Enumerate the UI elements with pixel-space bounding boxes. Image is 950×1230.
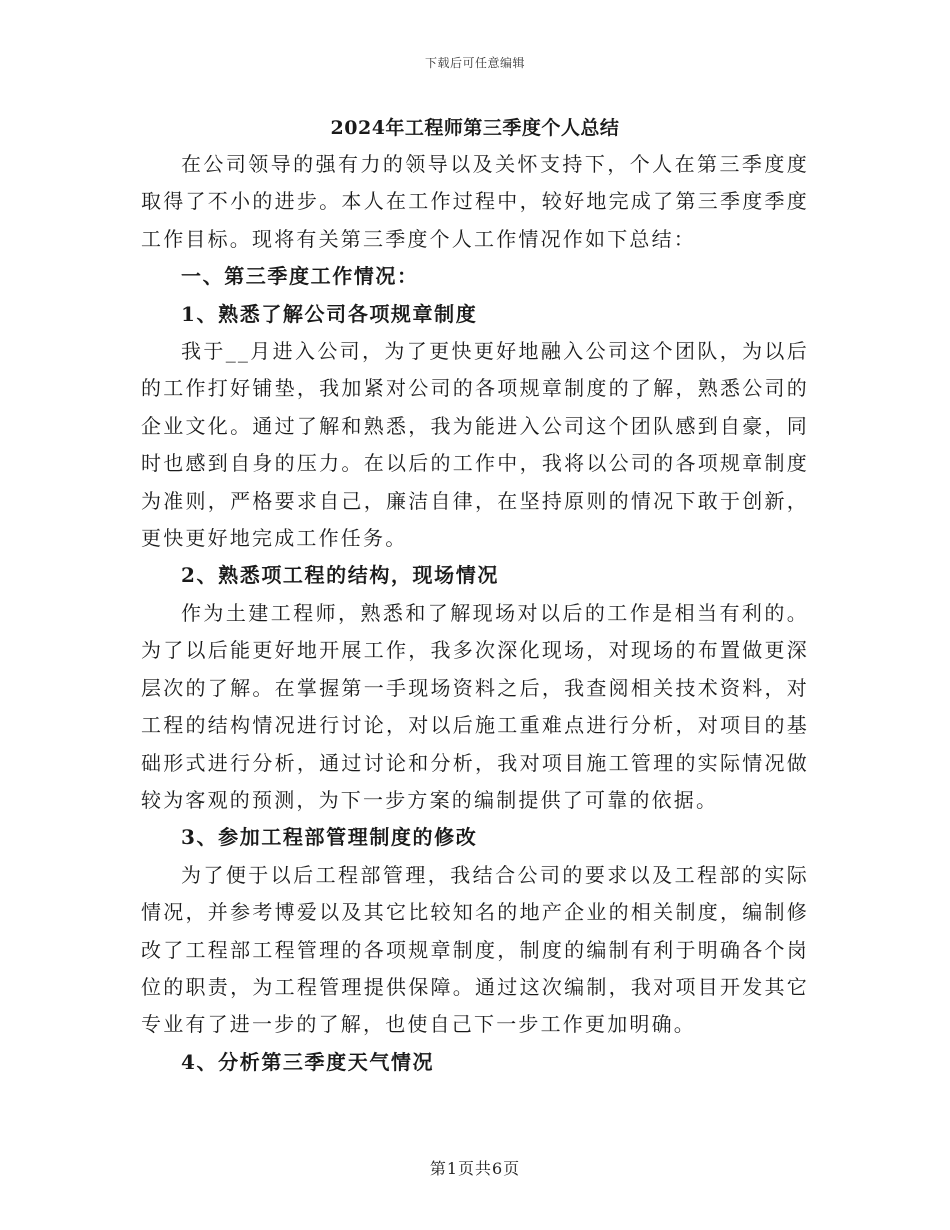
subsection-heading-2: 2、熟悉项工程的结构，现场情况 [181, 563, 499, 588]
document-body [141, 110, 809, 1081]
subsection-body-2: 作为土建工程师，熟悉和了解现场对以后的工作是相当有利的。为了以后能更好地开展工作，我多次深化现场，对现场的布置做更深层次的了解。在掌握第一手现场资料之后，我查阅相关技术资料，对工程的结构情况进行讨论，对以后施工重难点进行分析，对项目的基础形式进行分析，通过讨论和分析，我对项目施工管理的实际情况做较为客观的预测，为下一步方案的编制提供了可靠的依据。 [141, 600, 809, 812]
intro-paragraph: 在公司领导的强有力的领导以及关怀支持下，个人在第三季度度取得了不小的进步。本人在工作过程中，较好地完成了第三季度季度工作目标。现将有关第三季度个人工作情况作如下总结： [141, 152, 809, 251]
document-title: 2024年工程师第三季度个人总结 [330, 117, 620, 139]
section-heading-work-status: 一、第三季度工作情况： [181, 264, 419, 289]
subsection-heading-4: 4、分析第三季度天气情况 [181, 1049, 435, 1074]
page-number: 第1页共6页 [429, 1159, 521, 1178]
subsection-heading-1: 1、熟悉了解公司各项规章制度 [181, 301, 478, 326]
subsection-body-3: 为了便于以后工程部管理，我结合公司的要求以及工程部的实际情况，并参考博爱以及其它比较知名的地产企业的相关制度，编制修改了工程部工程管理的各项规章制度，制度的编制有利于明确各个岗位的职责，为工程管理提供保障。通过这次编制，我对项目开发其它专业有了进一步的了解，也使自己下一步工作更加明确。 [141, 862, 809, 1037]
subsection-heading-3: 3、参加工程部管理制度的修改 [181, 825, 478, 850]
header-note: 下载后可任意编辑 [424, 56, 525, 70]
subsection-body-1: 我于__月进入公司，为了更快更好地融入公司这个团队，为以后的工作打好铺垫，我加紧对公司的各项规章制度的了解，熟悉公司的企业文化。通过了解和熟悉，我为能进入公司这个团队感到自豪，同时也感到自身的压力。在以后的工作中，我将以公司的各项规章制度为准则，严格要求自己，廉洁自律，在坚持原则的情况下敢于创新，更快更好地完成工作任务。 [141, 339, 809, 551]
